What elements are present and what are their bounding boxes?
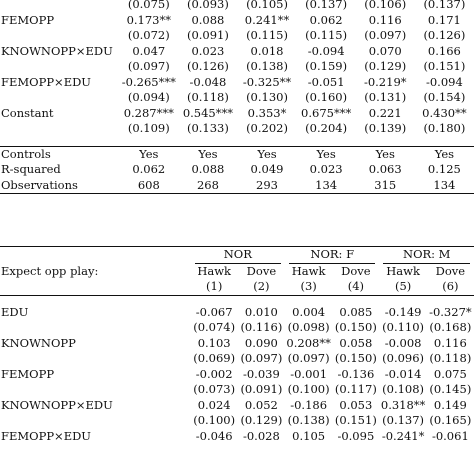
row-label	[0, 90, 119, 106]
cell-col-2: 0.545***	[182, 105, 233, 120]
coef-row	[0, 44, 474, 60]
cell-col-6: Dove	[435, 263, 466, 278]
row-label: FEMOPP	[1, 366, 55, 381]
cell-col-1: (0.109)	[127, 121, 170, 135]
cell-col-5: (0.097)	[364, 28, 407, 42]
cell-col-4: -0.095	[337, 428, 375, 443]
cell-col-2: Dove	[246, 263, 277, 278]
stat-row	[0, 178, 474, 194]
cell-col-6: -0.094	[425, 74, 463, 89]
row-label	[0, 0, 119, 13]
cell-col-3: 0.105	[292, 428, 326, 443]
cell-col-5: -0.008	[384, 335, 422, 350]
cell-col-5: Hawk	[386, 263, 420, 278]
cell-col-6: (0.168)	[429, 320, 472, 334]
cell-col-2: 0.010	[244, 304, 278, 319]
cell-col-6: 0.116	[433, 335, 467, 350]
cell-col-5: (0.106)	[364, 0, 407, 11]
cell-col-6: 0.075	[433, 366, 467, 381]
cell-col-2: (0.091)	[240, 382, 283, 396]
cell-col-6: 0.166	[427, 43, 461, 58]
column-head-row	[0, 264, 474, 280]
cell-col-5: -0.149	[384, 304, 422, 319]
row-label: FEMOPP	[1, 12, 55, 27]
row-label: EDU	[1, 304, 29, 319]
se-row	[0, 320, 474, 336]
cell-col-1: -0.046	[195, 428, 233, 443]
row-label: Observations	[0, 178, 119, 194]
cell-col-4: (0.159)	[305, 59, 348, 73]
cell-col-4: (0.150)	[334, 351, 377, 365]
cell-col-2: 0.088	[191, 162, 225, 176]
cell-col-5: 0.116	[368, 12, 402, 27]
cell-col-2: Yes	[178, 146, 237, 162]
row-label: R-squared	[1, 162, 61, 176]
cell-col-3: (0.138)	[246, 59, 288, 73]
cell-col-3: -0.001	[290, 366, 328, 381]
cell-col-3: (0.105)	[246, 0, 288, 11]
cell-col-6: (6)	[427, 279, 474, 295]
cell-col-3: -0.186	[290, 397, 328, 412]
cell-col-1: (0.073)	[193, 382, 236, 396]
cell-col-4: Dove	[341, 263, 371, 278]
row-label	[0, 121, 119, 137]
cell-col-2: -0.039	[242, 366, 280, 381]
cell-col-2: 0.090	[244, 335, 278, 350]
cell-col-3: 0.241**	[244, 12, 290, 27]
cell-col-2: -0.048	[189, 74, 227, 89]
row-label: Constant	[1, 105, 54, 120]
cell-col-5: (5)	[379, 279, 426, 295]
cell-col-1: 0.062	[132, 162, 166, 176]
cell-col-5: -0.241*	[381, 428, 425, 443]
cell-col-1: (0.094)	[127, 90, 170, 104]
cell-col-4: -0.136	[337, 366, 375, 381]
row-label	[0, 28, 119, 44]
cell-col-4: (0.150)	[334, 320, 377, 334]
cell-col-5: -0.014	[384, 366, 422, 381]
cell-col-2: (0.118)	[186, 90, 229, 104]
coef-row	[0, 106, 474, 122]
cell-col-2: -0.028	[242, 428, 280, 443]
cell-col-2: 268	[178, 178, 237, 194]
row-label: KNOWNOPP	[1, 335, 76, 350]
coef-row	[0, 13, 474, 29]
cell-col-3: 0.049	[250, 162, 284, 176]
cell-col-1: Hawk	[197, 263, 232, 278]
cell-col-6: Yes	[415, 146, 474, 162]
coef-row	[0, 336, 474, 352]
cell-col-5: 315	[356, 178, 415, 194]
cell-col-1: -0.067	[195, 304, 233, 319]
cell-col-3: (0.115)	[246, 28, 288, 42]
cell-col-1: 0.103	[197, 335, 231, 350]
row-label	[0, 320, 191, 336]
cell-col-2: 0.023	[191, 43, 225, 58]
cell-col-3: 0.208**	[286, 335, 331, 350]
se-row	[0, 121, 474, 137]
row-label	[0, 413, 191, 429]
cell-col-6: (0.165)	[429, 413, 472, 427]
row-label: KNOWNOPP×EDU	[1, 397, 113, 412]
se-row	[0, 90, 474, 106]
cell-col-2: (0.133)	[186, 121, 229, 135]
cell-col-2: (0.097)	[240, 351, 283, 365]
cell-col-5: (0.096)	[382, 351, 425, 365]
cell-col-4: (0.117)	[334, 382, 377, 396]
cell-col-2: 0.052	[244, 397, 278, 412]
cell-col-4: 0.085	[339, 304, 373, 319]
cell-col-5: (0.131)	[364, 90, 407, 104]
cell-col-6: (0.118)	[429, 351, 472, 365]
cell-col-3: (0.130)	[246, 90, 288, 104]
cell-col-5: 0.070	[368, 43, 402, 58]
row-label	[0, 59, 119, 75]
cell-col-4: (0.204)	[305, 121, 348, 135]
cell-col-2: (0.129)	[240, 413, 283, 427]
cell-col-1: Yes	[119, 146, 178, 162]
group-header-row	[0, 247, 474, 264]
se-row	[0, 413, 474, 429]
cell-col-4: -0.094	[307, 43, 345, 58]
cell-col-6: 0.171	[427, 12, 461, 27]
coef-row	[0, 398, 474, 414]
cell-col-5: (0.129)	[364, 59, 407, 73]
cell-col-4: (4)	[332, 279, 379, 295]
cell-col-1: (1)	[191, 279, 238, 295]
cell-col-6: 0.125	[427, 162, 461, 176]
row-label: Controls	[0, 146, 119, 162]
cell-col-1: (0.074)	[193, 320, 236, 334]
coef-row	[0, 75, 474, 91]
column-number-row	[0, 279, 474, 295]
row-label: KNOWNOPP×EDU	[1, 43, 113, 58]
group-header-2: NOR: F	[285, 247, 379, 264]
cell-col-1: (0.069)	[193, 351, 236, 365]
cell-col-6: (0.180)	[423, 121, 466, 135]
cell-col-1: 0.287***	[123, 105, 174, 120]
cell-col-2: (0.116)	[240, 320, 283, 334]
cell-col-3: 0.004	[292, 304, 326, 319]
spacer-row	[0, 137, 474, 147]
cell-col-6: (0.137)	[423, 0, 466, 11]
cell-col-4: 0.058	[339, 335, 373, 350]
cell-col-3: (0.138)	[287, 413, 330, 427]
cell-col-3: -0.325**	[242, 74, 292, 89]
cell-col-4: (0.160)	[305, 90, 348, 104]
coef-row	[0, 367, 474, 383]
cell-col-5: (0.110)	[382, 320, 425, 334]
cell-col-3: (0.098)	[287, 320, 330, 334]
se-row	[0, 351, 474, 367]
row-label	[0, 382, 191, 398]
cell-col-6: -0.061	[431, 428, 469, 443]
cell-col-1: 0.173**	[126, 12, 172, 27]
cell-col-1: 608	[119, 178, 178, 194]
cell-col-3: 0.353*	[247, 105, 287, 120]
row-label: FEMOPP×EDU	[1, 428, 91, 443]
cell-col-3: Yes	[237, 146, 296, 162]
cell-col-4: (0.115)	[305, 28, 348, 42]
cell-col-4: 0.062	[309, 12, 343, 27]
cell-col-4: 0.053	[339, 397, 373, 412]
cell-col-3: Hawk	[291, 263, 326, 278]
cell-col-3: (0.202)	[246, 121, 288, 135]
group-header-3: NOR: M	[379, 247, 474, 264]
cell-col-5: -0.219*	[363, 74, 407, 89]
cell-col-3: (3)	[285, 279, 332, 295]
cell-col-1: -0.002	[195, 366, 233, 381]
spacer-row	[0, 295, 474, 305]
cell-col-2: 0.088	[191, 12, 225, 27]
cell-col-4: 0.023	[309, 162, 343, 176]
se-row	[0, 0, 474, 13]
row-label	[0, 247, 191, 264]
cell-col-6: (0.126)	[423, 28, 466, 42]
cell-col-4: (0.137)	[305, 0, 348, 11]
cell-col-6: (0.154)	[423, 90, 466, 104]
cell-col-1: (0.072)	[127, 28, 170, 42]
cell-col-4: -0.051	[307, 74, 345, 89]
cell-col-5: (0.108)	[382, 382, 425, 396]
cell-col-4: (0.151)	[334, 413, 377, 427]
cell-col-2: (0.126)	[186, 59, 229, 73]
bottom-regression-table	[0, 246, 474, 444]
row-label: FEMOPP×EDU	[1, 74, 91, 89]
se-row	[0, 28, 474, 44]
cell-col-1: (0.100)	[193, 413, 236, 427]
se-row	[0, 59, 474, 75]
coef-row	[0, 429, 474, 445]
cell-col-4: 134	[297, 178, 356, 194]
cell-col-2: (0.091)	[186, 28, 229, 42]
cell-col-6: (0.151)	[423, 59, 466, 73]
cell-col-5: Yes	[356, 146, 415, 162]
cell-col-6: -0.327*	[429, 304, 472, 319]
cell-col-6: 134	[415, 178, 474, 194]
cell-col-5: 0.221	[368, 105, 402, 120]
cell-col-2: (2)	[238, 279, 285, 295]
cell-col-1: (0.097)	[127, 59, 170, 73]
cell-col-1: (0.075)	[127, 0, 170, 11]
cell-col-1: 0.024	[197, 397, 231, 412]
cell-col-1: -0.265***	[121, 74, 176, 89]
group-header-1: NOR	[191, 247, 285, 264]
cell-col-3: (0.097)	[287, 351, 330, 365]
cell-col-6: 0.149	[433, 397, 467, 412]
cell-col-6: (0.145)	[429, 382, 472, 396]
se-row	[0, 382, 474, 398]
stat-row	[0, 146, 474, 162]
cell-col-6: 0.430**	[422, 105, 467, 120]
cell-col-5: (0.137)	[382, 413, 425, 427]
row-label	[0, 351, 191, 367]
cell-col-2: (0.093)	[186, 0, 229, 11]
row-label: Expect opp play:	[1, 263, 99, 278]
coef-row	[0, 305, 474, 321]
cell-col-3: 293	[237, 178, 296, 194]
cell-col-4: Yes	[297, 146, 356, 162]
cell-col-5: (0.139)	[364, 121, 407, 135]
cell-col-1: 0.047	[132, 43, 166, 58]
cell-col-3: 0.018	[250, 43, 284, 58]
stat-row	[0, 162, 474, 178]
cell-col-5: 0.318**	[380, 397, 426, 412]
cell-col-5: 0.063	[368, 162, 402, 176]
top-regression-table	[0, 0, 474, 194]
row-label	[0, 279, 191, 295]
cell-col-3: (0.100)	[287, 382, 330, 396]
cell-col-4: 0.675***	[301, 105, 352, 120]
